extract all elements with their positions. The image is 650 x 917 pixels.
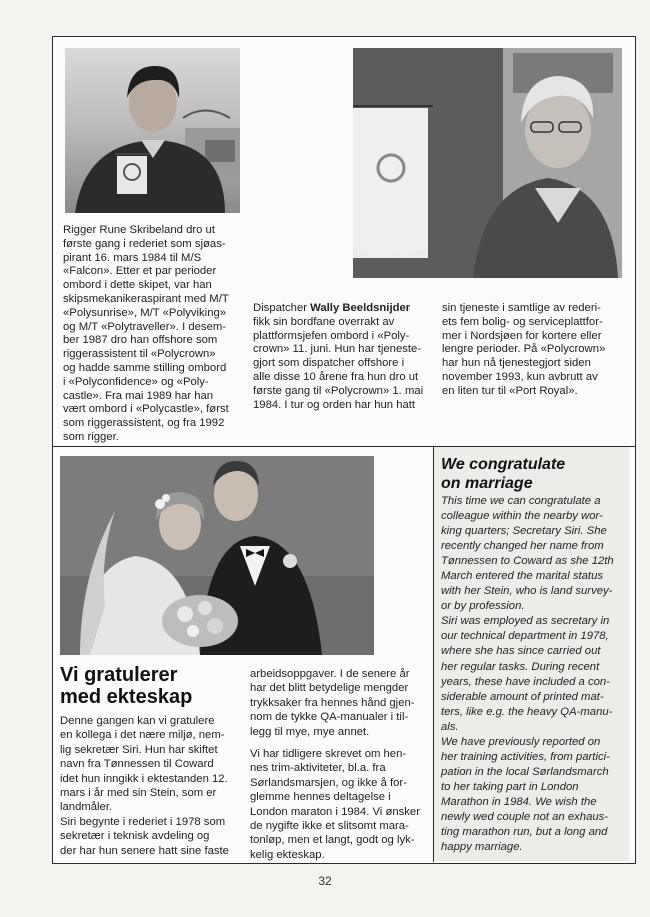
heading-line: on marriage — [441, 475, 533, 492]
body-line: Tønnessen to Coward as she 12th — [441, 555, 614, 568]
body-line: where she has since carried out — [441, 645, 601, 658]
photo-rigger-image — [65, 48, 240, 213]
norwegian-article-col1 — [60, 714, 242, 858]
caption-line: crown» 11. juni. Hun har tjeneste- — [253, 343, 422, 356]
photo-wally-with-pennant — [353, 48, 622, 278]
body-line: lig sekretær Siri. Hun har skiftet — [60, 743, 218, 756]
caption-wally — [253, 302, 433, 412]
body-line: We have previously reported on — [441, 735, 601, 748]
body-line: recently changed her name from — [441, 540, 604, 553]
photo-wedding-image — [60, 456, 374, 655]
body-line: har det blitt betydelige mengder — [250, 682, 409, 695]
caption-line: har hun nå tjenestegjort siden — [442, 357, 591, 370]
body-line: mars i år med sin Stein, som er — [60, 787, 217, 800]
body-line: ting marathon run, but a long and — [441, 826, 608, 839]
body-line: March entered the marital status — [441, 570, 603, 583]
caption-line: mer i Nordsjøen for kortere eller — [442, 329, 602, 342]
body-line: landmåler. — [60, 801, 113, 814]
body-line: trykksaker fra hennes hånd gjen- — [250, 696, 415, 709]
caption-line: gjort som dispatcher offshore i — [253, 357, 405, 370]
caption-line: 1984. I tur og orden har hun hatt — [253, 398, 416, 411]
body-line: idet hun inngikk i ektestanden 12. — [60, 772, 228, 785]
photo-rigger-with-pennant — [65, 48, 240, 213]
body-line: siderable amount of printed mat- — [441, 690, 604, 703]
body-line: colleague within the nearby wor- — [441, 510, 603, 523]
caption-line: som rigger. — [63, 430, 119, 443]
caption-line: fikk sin bordfane overrakt av — [253, 315, 395, 328]
body-line: Siri was employed as secretary in — [441, 615, 610, 628]
page-number: 32 — [318, 874, 332, 888]
caption-line: som riggerassistent, og fra 1992 — [63, 417, 225, 430]
body-line: en kollega i det nære miljø, nem- — [60, 729, 225, 742]
caption-line: første gang i rederiet som sjøas- — [63, 237, 226, 250]
caption-line: en liten tur til «Port Royal». — [442, 384, 578, 397]
caption-line: Rigger Rune Skribeland dro ut — [63, 224, 215, 236]
caption-line: riggerassistent til «Polycrown» — [63, 348, 216, 361]
body-line: ters, like e.g. the heavy QA-manu- — [441, 705, 613, 718]
photo-wedding-couple — [60, 456, 374, 655]
photo-wally-image — [353, 48, 622, 278]
body-line: Denne gangen kan vi gratulere — [60, 715, 215, 727]
caption-line: og hadde samme stilling ombord — [63, 361, 227, 374]
caption-line: første gang til «Polycrown» 1. mai — [253, 384, 424, 397]
heading-line: med ekteskap — [60, 686, 193, 708]
norwegian-article-heading — [60, 664, 235, 708]
body-line: This time we can congratulate a — [441, 495, 601, 507]
norwegian-article-col2 — [250, 667, 430, 862]
body-line: with her Stein, who is land survey- — [441, 585, 613, 598]
body-line: pation in the local Sørlandsmarch — [441, 765, 609, 778]
caption-line: castle». Fra mai 1989 har han — [63, 389, 214, 402]
body-line: to her taking part in London — [441, 780, 579, 793]
body-line: Sørlandsmarsjen, og ikke å for- — [250, 776, 407, 789]
body-line: Vi har tidligere skrevet om hen- — [250, 748, 407, 761]
person-name: Wally Beeldsnijder — [310, 302, 411, 314]
caption-line: i «Polyconfidence» og «Poly- — [63, 375, 209, 388]
caption-line: sin tjeneste i samtlige av rederi- — [442, 302, 601, 314]
body-line: king quarters; Secretary Siri. She — [441, 525, 607, 538]
heading-line: Vi gratulerer — [60, 664, 178, 686]
caption-line: pirant 16. mars 1984 til M/S — [63, 251, 202, 264]
caption-line: «Polysunrise», M/T «Polyviking» — [63, 306, 227, 319]
caption-line: lengre perioder. På «Polycrown» — [442, 343, 606, 356]
body-line: als. — [441, 720, 459, 733]
caption-wally-continued — [442, 302, 624, 399]
caption-line: og M/T «Polytraveller». I desem- — [63, 320, 227, 333]
heading-line: We congratulate — [441, 456, 566, 473]
caption-line: skipsmekanikeraspirant med M/T — [63, 292, 229, 305]
body-line — [250, 739, 430, 747]
body-line: our technical department in 1978, — [441, 630, 609, 643]
caption-prefix: Dispatcher — [253, 302, 311, 314]
body-line: years, these have included a con- — [441, 675, 610, 688]
body-line: her regular tasks. During recent — [441, 660, 600, 673]
caption-line: ber 1987 dro han offshore som — [63, 334, 218, 347]
body-line: legg til mye, mye annet. — [250, 725, 370, 738]
body-line: Marathon in 1984. We wish the — [441, 795, 597, 808]
body-line: newly wed couple not an exhaus- — [441, 810, 609, 823]
body-line: glemme hennes deltagelse i — [250, 791, 391, 804]
english-article-body — [441, 494, 627, 855]
caption-line: ets fem bolig- og serviceplattfor- — [442, 315, 603, 328]
caption-rigger — [63, 224, 240, 445]
body-line: nom de tykke QA-manualer i til- — [250, 711, 409, 724]
caption-wally-first-line — [253, 302, 433, 316]
body-line: nes trim-aktiviteter, bl.a. fra — [250, 762, 386, 775]
english-article-heading — [441, 455, 626, 493]
caption-line: vært ombord i «Polycastle», først — [63, 403, 229, 416]
section-divider-vertical — [433, 446, 434, 862]
body-line: Siri begynte i rederiet i 1978 som — [60, 815, 226, 828]
caption-line: november 1993, kun avbrutt av — [442, 370, 598, 383]
body-line: de nygifte ikke et slitsomt mara- — [250, 820, 409, 833]
body-line: her training activities, from partici- — [441, 750, 610, 763]
body-line: arbeidsoppgaver. I de senere år — [250, 668, 410, 680]
body-line: tonløp, men et langt, godt og lyk- — [250, 834, 415, 847]
caption-line: ombord i dette skipet, var han — [63, 279, 212, 292]
caption-line: «Falcon». Etter et par perioder — [63, 265, 217, 278]
body-line: or by profession. — [441, 600, 525, 613]
body-line: London maraton i 1984. Vi ønsker — [250, 805, 420, 818]
body-line: kelig ekteskap. — [250, 848, 325, 861]
body-line: navn fra Tønnessen til Coward — [60, 758, 214, 771]
body-line: happy marriage. — [441, 841, 523, 854]
body-line: der har hun senere hatt sine faste — [60, 844, 229, 857]
caption-line: plattformsjefen ombord i «Poly- — [253, 329, 410, 342]
caption-line: alle disse 10 årene fra hun dro ut — [253, 370, 419, 383]
body-line: sekretær i teknisk avdeling og — [60, 830, 210, 843]
